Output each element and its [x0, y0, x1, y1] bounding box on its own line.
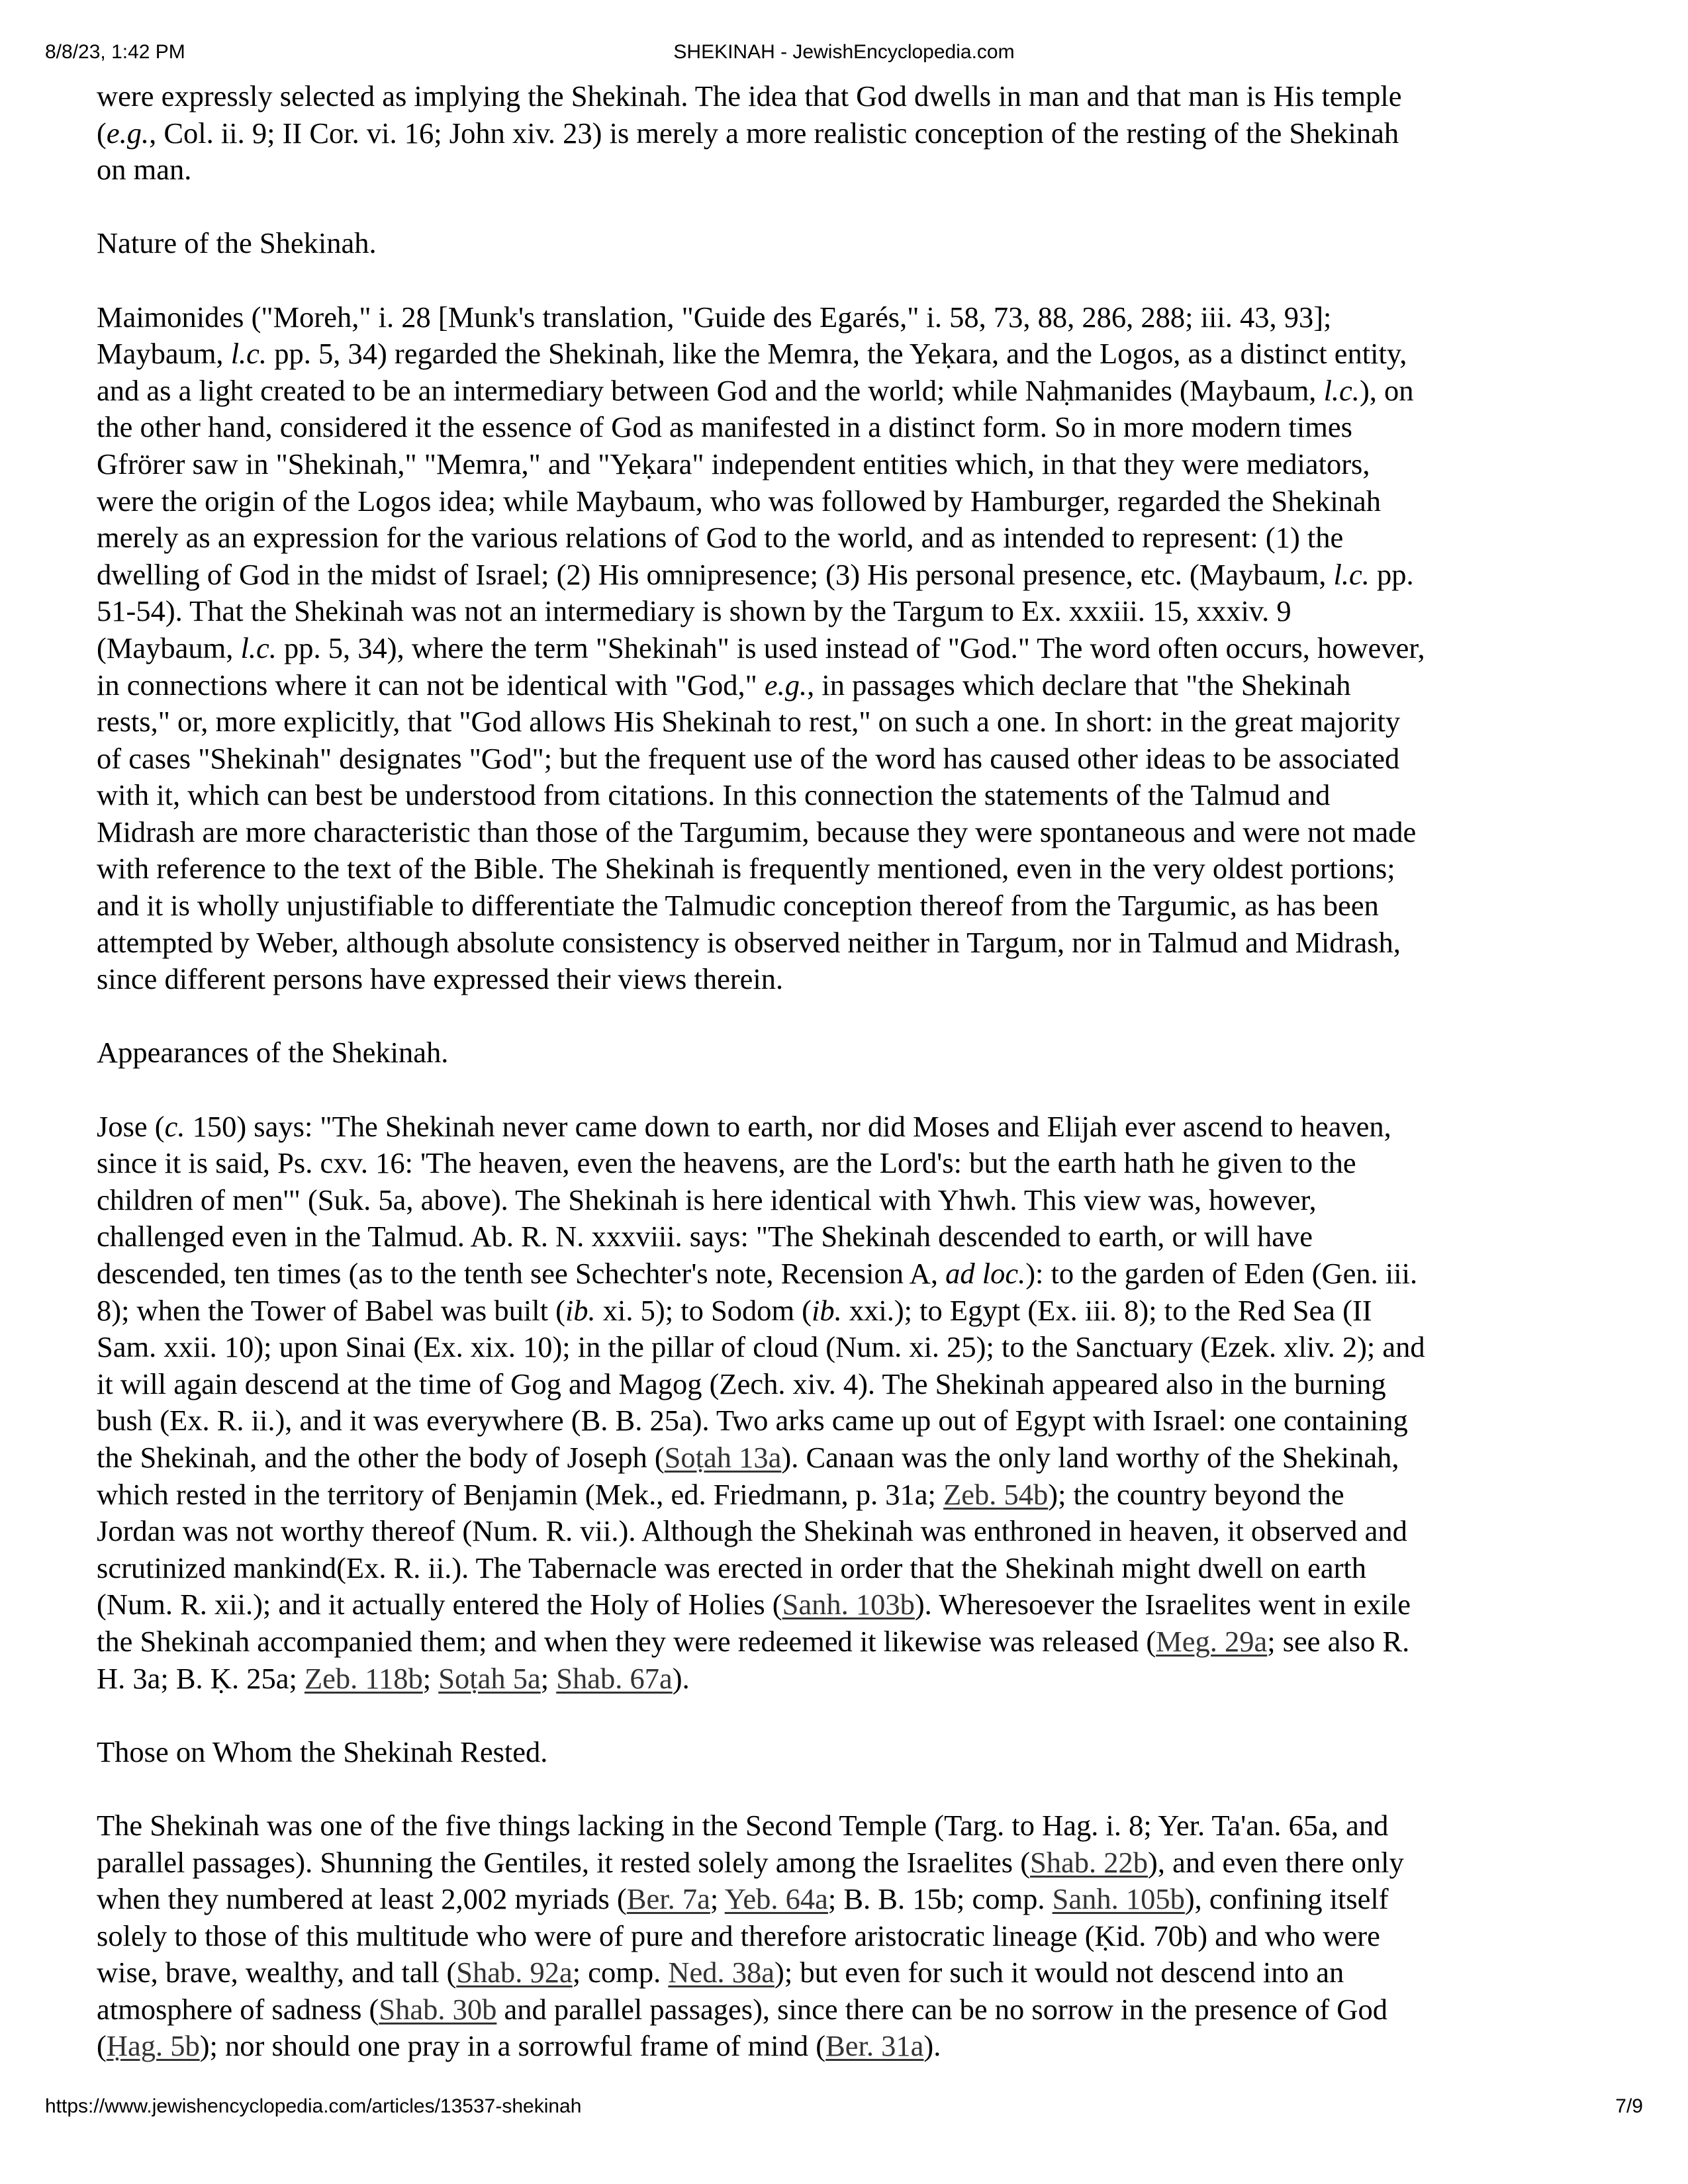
text-segment: xi. 5); to Sodom ( [595, 1293, 812, 1327]
text-line [97, 1329, 1619, 1366]
article-body [97, 78, 1619, 2102]
citation-link[interactable]: Soṭah 5a [438, 1661, 541, 1695]
text-line [97, 1366, 1619, 1403]
citation-link[interactable]: Yeb. 64a [724, 1882, 828, 1916]
text-segment: atmosphere of sadness ( [97, 1992, 379, 2026]
text-segment: Appearances of the Shekinah. [97, 1036, 449, 1069]
text-segment: which rested in the territory of Benjamin (Mek., ed. Friedmann, p. 31a; [97, 1477, 944, 1511]
citation-link[interactable]: Ber. 7a [626, 1882, 710, 1916]
text-segment: the Shekinah accompanied them; and when they were redeemed it likewise was released ( [97, 1624, 1156, 1658]
text-line [97, 777, 1619, 814]
italic-text: l.c. [1323, 373, 1360, 407]
print-footer-url: https://www.jewishencyclopedia.com/articles/13537-shekinah [45, 2095, 582, 2117]
text-segment: 8); when the Tower of Babel was built ( [97, 1293, 565, 1327]
italic-text: l.c. [1333, 557, 1370, 591]
text-segment: ; see also R. [1267, 1624, 1410, 1658]
text-segment: 150) says: "The Shekinah never came down to earth, nor did Moses and Elijah ever ascend to heaven, [185, 1109, 1391, 1143]
text-segment: wise, brave, wealthy, and tall ( [97, 1956, 457, 1989]
citation-link[interactable]: Ned. 38a [668, 1956, 775, 1989]
text-segment: ; B. B. 15b; comp. [827, 1882, 1053, 1916]
text-segment: of cases "Shekinah" designates "God"; but the frequent use of the word has caused other ideas to be associated [97, 741, 1400, 775]
text-line [97, 1402, 1619, 1439]
citation-link[interactable]: Sanh. 105b [1052, 1882, 1185, 1916]
text-segment: the Shekinah, and the other the body of Joseph ( [97, 1440, 665, 1474]
text-segment: Sam. xxii. 10); upon Sinai (Ex. xix. 10); in the pillar of cloud (Num. xi. 25); to the Sanctuary (Ezek. xliv. 2); and [97, 1330, 1425, 1364]
text-segment: (Maybaum, [97, 631, 241, 664]
text-segment: ), and even there only [1148, 1845, 1404, 1879]
citation-link[interactable]: Zeb. 118b [304, 1661, 423, 1695]
print-header-datetime: 8/8/23, 1:42 PM [45, 41, 185, 63]
text-segment: were expressly selected as implying the Shekinah. The idea that God dwells in man and that man is His temple [97, 79, 1402, 113]
paragraph [97, 1109, 1619, 1698]
text-line [97, 1991, 1619, 2028]
text-line [97, 667, 1619, 704]
paragraph [97, 1807, 1619, 2065]
text-line [97, 704, 1619, 741]
text-line [97, 741, 1619, 778]
citation-link[interactable]: Zeb. 54b [943, 1477, 1049, 1511]
text-line [97, 850, 1619, 887]
italic-text: ib. [565, 1293, 596, 1327]
text-line [97, 1109, 1619, 1146]
text-segment: bush (Ex. R. ii.), and it was everywhere (B. B. 25a). Two arks came up out of Egypt with Israel: one containing [97, 1404, 1408, 1437]
text-segment: H. 3a; B. Ḳ. 25a; [97, 1661, 305, 1695]
paragraph [97, 299, 1619, 998]
text-segment: ( [97, 116, 107, 150]
text-line [97, 2028, 1619, 2065]
text-line [97, 1477, 1619, 1514]
text-line [97, 373, 1619, 410]
text-segment: on man. [97, 153, 192, 187]
text-segment: it will again descend at the time of Gog and Magog (Zech. xiv. 4). The Shekinah appeared also in the burning [97, 1367, 1386, 1400]
text-line [97, 409, 1619, 446]
text-segment: ; comp. [572, 1956, 669, 1989]
text-segment: rests," or, more explicitly, that "God allows His Shekinah to rest," on such a one. In short: in the great majority [97, 705, 1401, 739]
text-segment: children of men'" (Suk. 5a, above). The Shekinah is here identical with Yhwh. This view was, however, [97, 1183, 1317, 1216]
text-segment: Maimonides ("Moreh," i. 28 [Munk's translation, "Guide des Egarés," i. 58, 73, 88, 286, 288; iii. 43, 93]; [97, 300, 1332, 334]
text-segment: ; [540, 1661, 557, 1695]
text-segment: Nature of the Shekinah. [97, 226, 377, 260]
text-segment: with it, which can best be understood from citations. In this connection the statements of the Talmud and [97, 778, 1331, 812]
italic-text: ad loc. [945, 1257, 1026, 1290]
text-segment: Those on Whom the Shekinah Rested. [97, 1735, 548, 1768]
text-segment: ); but even for such it would not descend into an [774, 1956, 1344, 1989]
text-segment: since it is said, Ps. cxv. 16: 'The heaven, even the heavens, are the Lord's: but the earth hath he given to the [97, 1146, 1356, 1180]
text-line [97, 1918, 1619, 1955]
text-line [97, 225, 1619, 262]
text-line [97, 483, 1619, 520]
text-segment: were the origin of the Logos idea; while Maybaum, who was followed by Hamburger, regarded the Shekinah [97, 484, 1382, 518]
text-line [97, 1550, 1619, 1587]
text-line [97, 115, 1619, 152]
text-line [97, 78, 1619, 115]
text-segment: solely to those of this multitude who were of pure and therefore aristocratic lineage (Ḳid. 70b) and who were [97, 1919, 1380, 1952]
print-footer-page-number: 7/9 [1615, 2095, 1643, 2117]
text-segment: attempted by Weber, although absolute consistency is observed neither in Targum, nor in Talmud and Midrash, [97, 925, 1401, 959]
text-segment: merely as an expression for the various relations of God to the world, and as intended to represent: (1) the [97, 521, 1344, 555]
text-segment: 51-54). That the Shekinah was not an intermediary is shown by the Targum to Ex. xxxiii. 15, xxxiv. 9 [97, 594, 1291, 628]
text-segment: , in passages which declare that "the Shekinah [807, 668, 1351, 702]
text-segment: and as a light created to be an intermediary between God and the world; while Naḥmanides (Maybaum, [97, 373, 1324, 407]
text-line [97, 1844, 1619, 1882]
text-line [97, 1623, 1619, 1661]
citation-link[interactable]: Shab. 22b [1030, 1845, 1149, 1879]
text-line [97, 446, 1619, 483]
text-line [97, 1218, 1619, 1255]
text-segment: ). Wheresoever the Israelites went in exile [914, 1588, 1411, 1621]
citation-link[interactable]: Shab. 30b [379, 1992, 497, 2026]
citation-link[interactable]: Soṭah 13a [664, 1440, 782, 1474]
text-segment: Midrash are more characteristic than those of the Targumim, because they were spontaneous and were not made [97, 815, 1417, 848]
italic-text: l.c. [230, 337, 267, 371]
text-segment: , Col. ii. 9; II Cor. vi. 16; John xiv. 23) is merely a more realistic conception of the resting of the Shekinah [149, 116, 1399, 150]
citation-link[interactable]: Meg. 29a [1156, 1624, 1268, 1658]
text-segment: ; [422, 1661, 439, 1695]
text-line [97, 1586, 1619, 1623]
citation-link[interactable]: Shab. 67a [556, 1661, 673, 1695]
italic-text: ib. [812, 1293, 842, 1327]
text-segment: challenged even in the Talmud. Ab. R. N. xxxviii. says: "The Shekinah descended to earth, or will have [97, 1220, 1313, 1253]
text-line [97, 1881, 1619, 1918]
text-line [97, 1734, 1619, 1771]
text-segment: when they numbered at least 2,002 myriads ( [97, 1882, 627, 1916]
text-segment: scrutinized mankind(Ex. R. ii.). The Tabernacle was erected in order that the Shekinah might dwell on earth [97, 1551, 1367, 1584]
citation-link[interactable]: Sanh. 103b [782, 1588, 915, 1621]
section-heading [97, 1034, 1619, 1071]
text-segment: pp. 5, 34), where the term "Shekinah" is used instead of "God." The word often occurs, however, [276, 631, 1425, 664]
text-segment: Jose ( [97, 1109, 165, 1143]
citation-link[interactable]: Shab. 92a [456, 1956, 573, 1989]
text-segment: ); nor should one pray in a sorrowful frame of mind ( [199, 2029, 826, 2063]
text-line [97, 630, 1619, 667]
text-segment: ). Canaan was the only land worthy of the Shekinah, [781, 1440, 1399, 1474]
text-segment: Maybaum, [97, 337, 231, 371]
text-line [97, 814, 1619, 851]
italic-text: c. [164, 1109, 185, 1143]
text-line [97, 887, 1619, 925]
text-line [97, 1034, 1619, 1071]
italic-text: l.c. [240, 631, 277, 664]
text-line [97, 1661, 1619, 1698]
print-header-page-title: SHEKINAH - JewishEncyclopedia.com [673, 41, 1015, 63]
text-segment: The Shekinah was one of the five things lacking in the Second Temple (Targ. to Hag. i. 8; Yer. Ta'an. 65a, and [97, 1808, 1389, 1842]
text-segment: and parallel passages), since there can be no sorrow in the presence of God [496, 1992, 1387, 2026]
text-segment: (Num. R. xii.); and it actually entered the Holy of Holies ( [97, 1588, 782, 1621]
italic-text: e.g. [764, 668, 808, 702]
citation-link[interactable]: Ḥag. 5b [106, 2029, 200, 2063]
text-line [97, 152, 1619, 189]
text-segment: and it is wholly unjustifiable to differentiate the Talmudic conception thereof from the Targumic, as has been [97, 889, 1379, 923]
italic-text: e.g. [106, 116, 150, 150]
text-segment: Jordan was not worthy thereof (Num. R. vii.). Although the Shekinah was enthroned in heaven, it observed and [97, 1514, 1407, 1548]
text-segment: pp. [1369, 557, 1414, 591]
text-segment: with reference to the text of the Bible. The Shekinah is frequently mentioned, even in the very oldest portions; [97, 852, 1395, 886]
text-segment: ); the country beyond the [1048, 1477, 1344, 1511]
text-segment: parallel passages). Shunning the Gentiles, it rested solely among the Israelites ( [97, 1845, 1031, 1879]
text-line [97, 1439, 1619, 1477]
text-line [97, 1954, 1619, 1991]
text-segment: in connections where it can not be identical with "God," [97, 668, 765, 702]
text-line [97, 593, 1619, 630]
text-segment: ), confining itself [1184, 1882, 1389, 1916]
text-line [97, 1182, 1619, 1219]
paragraph [97, 78, 1619, 189]
text-line [97, 299, 1619, 336]
text-segment: since different persons have expressed their views therein. [97, 962, 784, 996]
text-segment: pp. 5, 34) regarded the Shekinah, like the Memra, the Yeḳara, and the Logos, as a distinct entity, [267, 337, 1407, 371]
text-segment: dwelling of God in the midst of Israel; (2) His omnipresence; (3) His personal presence, etc. (Maybaum, [97, 557, 1334, 591]
text-line [97, 1293, 1619, 1330]
text-line [97, 520, 1619, 557]
text-segment: ( [97, 2029, 107, 2063]
section-heading [97, 1734, 1619, 1771]
text-line [97, 961, 1619, 998]
text-segment: ). [923, 2029, 941, 2063]
text-segment: ; [710, 1882, 725, 1916]
text-line [97, 557, 1619, 594]
text-line [97, 1807, 1619, 1844]
text-line [97, 336, 1619, 373]
text-segment: Gfrörer saw in "Shekinah," "Memra," and "Yeḳara" independent entities which, in that they were mediators, [97, 447, 1370, 480]
citation-link[interactable]: Ber. 31a [825, 2029, 924, 2063]
text-segment: xxi.); to Egypt (Ex. iii. 8); to the Red Sea (II [841, 1293, 1372, 1327]
section-heading [97, 225, 1619, 262]
text-segment: ), on [1359, 373, 1414, 407]
text-segment: the other hand, considered it the essence of God as manifested in a distinct form. So in more modern times [97, 410, 1352, 444]
text-line [97, 925, 1619, 962]
text-segment: descended, ten times (as to the tenth see Schechter's note, Recension A, [97, 1257, 946, 1290]
text-line [97, 1513, 1619, 1550]
text-segment: ). [672, 1661, 690, 1695]
text-line [97, 1145, 1619, 1182]
text-line [97, 1255, 1619, 1293]
text-segment: ): to the garden of Eden (Gen. iii. [1025, 1257, 1418, 1290]
